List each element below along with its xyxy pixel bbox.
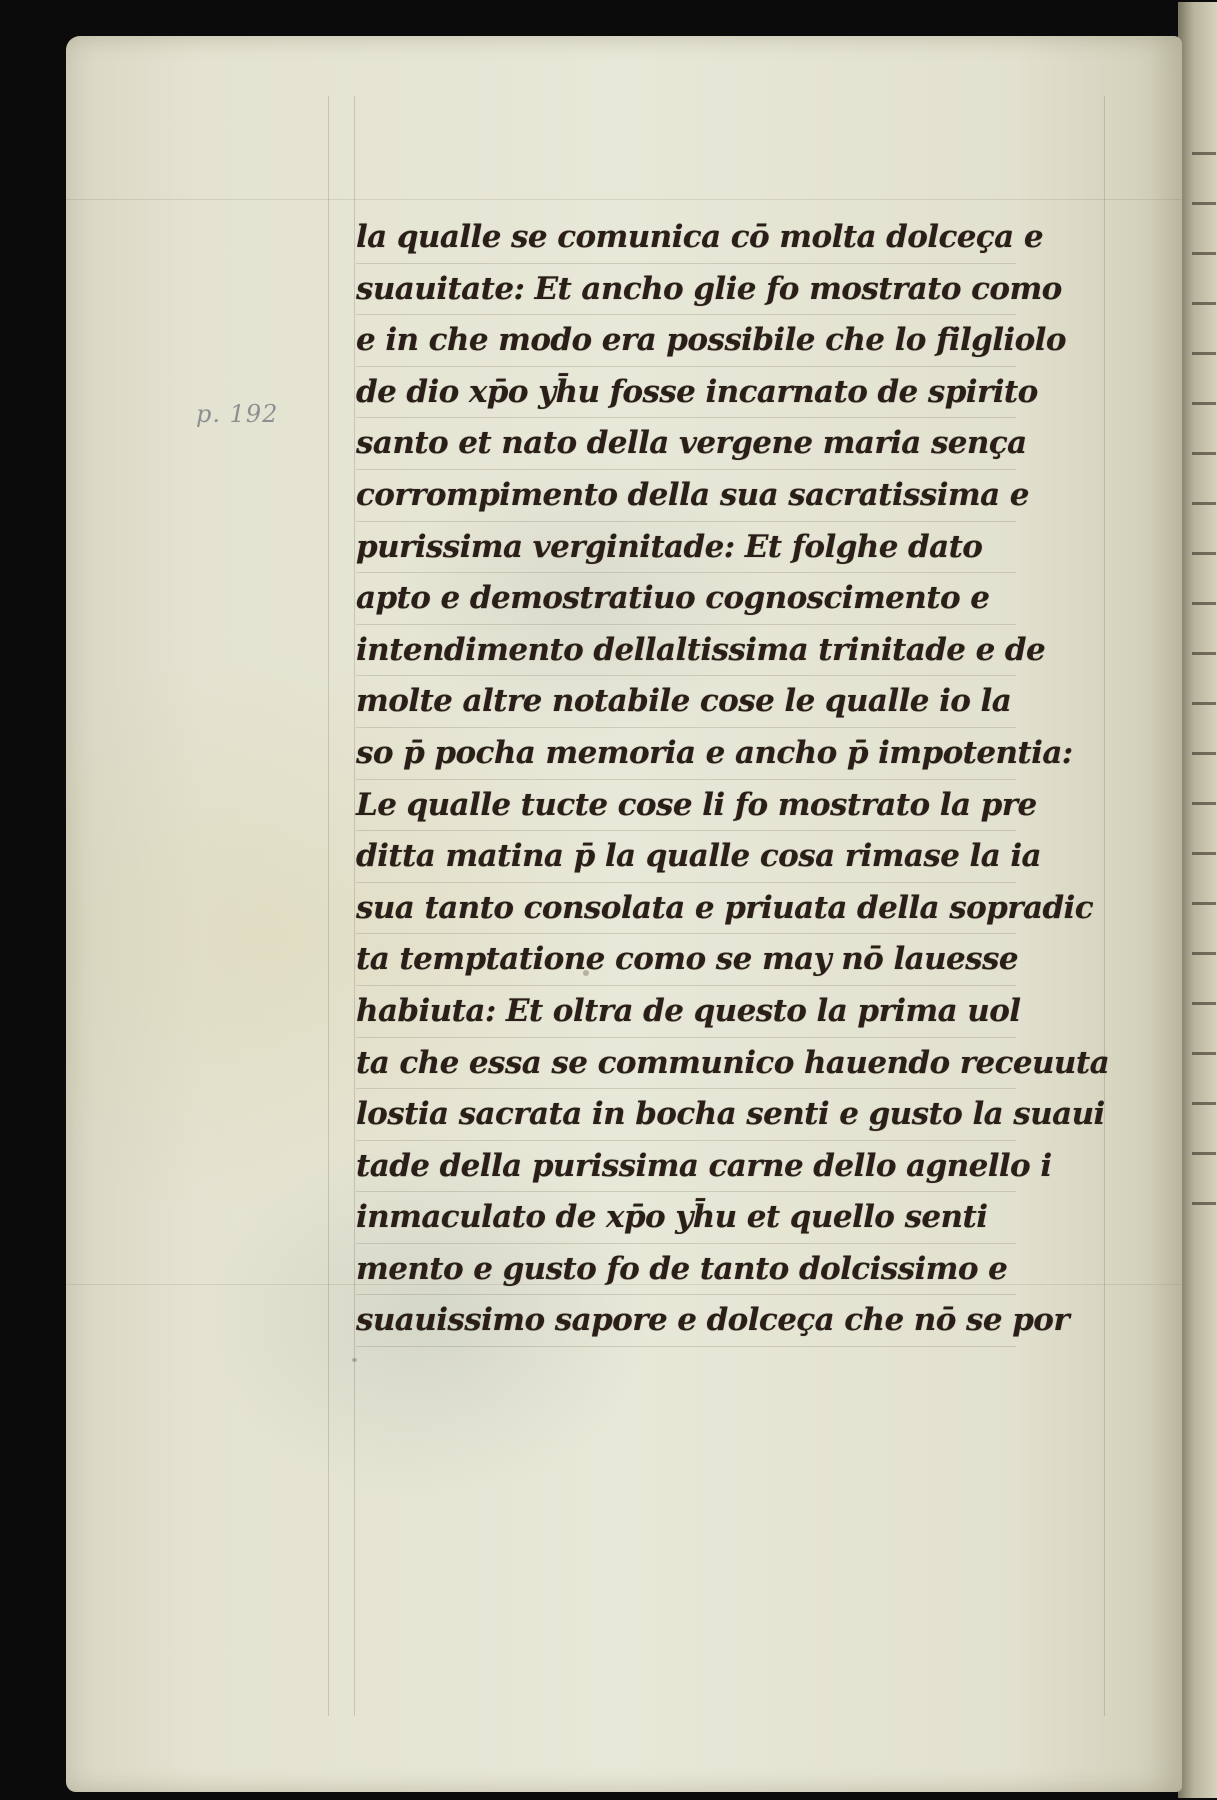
text-line: ta temptatione como se may nō lauesse: [356, 934, 1016, 986]
next-leaf-ink: [1192, 402, 1216, 415]
text-line: tade della purissima carne dello agnello i: [356, 1141, 1016, 1193]
next-leaf-ink: [1192, 602, 1216, 615]
next-leaf-ink: [1192, 502, 1216, 515]
margin-page-note: p. 192: [196, 400, 279, 428]
next-leaf-ink: [1192, 202, 1216, 215]
text-line: purissima verginitade: Et folghe dato: [356, 522, 1016, 574]
next-leaf-ink: [1192, 852, 1216, 865]
next-leaf-ink: [1192, 1052, 1216, 1065]
text-line: ta che essa se communico hauendo receuuta: [356, 1038, 1016, 1090]
text-line: suauissimo sapore e dolceça che nō se por: [356, 1295, 1016, 1347]
ruling-line-left: [328, 96, 329, 1716]
next-leaf-ink: [1192, 1202, 1216, 1215]
text-line: habiuta: Et oltra de questo la prima uol: [356, 986, 1016, 1038]
text-line: suauitate: Et ancho glie fo mostrato como: [356, 264, 1016, 316]
next-leaf-ink: [1192, 352, 1216, 365]
next-leaf-ink: [1192, 1002, 1216, 1015]
text-line: de dio xp̄o yh̄u fosse incarnato de spirito: [356, 367, 1016, 419]
manuscript-page: [66, 36, 1182, 1792]
text-line: molte altre notabile cose le qualle io la: [356, 676, 1016, 728]
ruling-line-top: [66, 199, 1182, 200]
next-leaf-ink: [1192, 552, 1216, 565]
next-leaf-ink: [1192, 952, 1216, 965]
ruling-line-right: [1104, 96, 1105, 1716]
next-leaf-ink: [1192, 702, 1216, 715]
ink-smudge: [352, 1358, 357, 1362]
text-line: lostia sacrata in bocha senti e gusto la suaui: [356, 1089, 1016, 1141]
next-leaf-ink: [1192, 302, 1216, 315]
text-line: apto e demostratiuo cognoscimento e: [356, 573, 1016, 625]
next-leaf-ink: [1192, 1102, 1216, 1115]
next-leaf-ink: [1192, 452, 1216, 465]
next-leaf-edge: [1178, 2, 1217, 1798]
next-leaf-ink: [1192, 1152, 1216, 1165]
text-line: Le qualle tucte cose li fo mostrato la pre: [356, 780, 1016, 832]
next-leaf-ink: [1192, 652, 1216, 665]
text-line: intendimento dellaltissima trinitade e de: [356, 625, 1016, 677]
next-leaf-ink: [1192, 252, 1216, 265]
text-line: so p̄ pocha memoria e ancho p̄ impotentia:: [356, 728, 1016, 780]
text-line: la qualle se comunica cō molta dolceça e: [356, 212, 1016, 264]
next-leaf-ink: [1192, 802, 1216, 815]
next-leaf-ink: [1192, 902, 1216, 915]
text-line: ditta matina p̄ la qualle cosa rimase la ia: [356, 831, 1016, 883]
next-leaf-ink: [1192, 752, 1216, 765]
text-line: mento e gusto fo de tanto dolcissimo e: [356, 1244, 1016, 1296]
next-leaf-ink: [1192, 152, 1216, 165]
manuscript-text: [356, 212, 1110, 1347]
text-line: santo et nato della vergene maria sença: [356, 418, 1016, 470]
text-line: corrompimento della sua sacratissima e: [356, 470, 1016, 522]
text-line: inmaculato de xp̄o yh̄u et quello senti: [356, 1192, 1016, 1244]
text-line: e in che modo era possibile che lo filgliolo: [356, 315, 1016, 367]
ruling-line-left-inner: [354, 96, 355, 1716]
text-line: sua tanto consolata e priuata della sopradic: [356, 883, 1016, 935]
